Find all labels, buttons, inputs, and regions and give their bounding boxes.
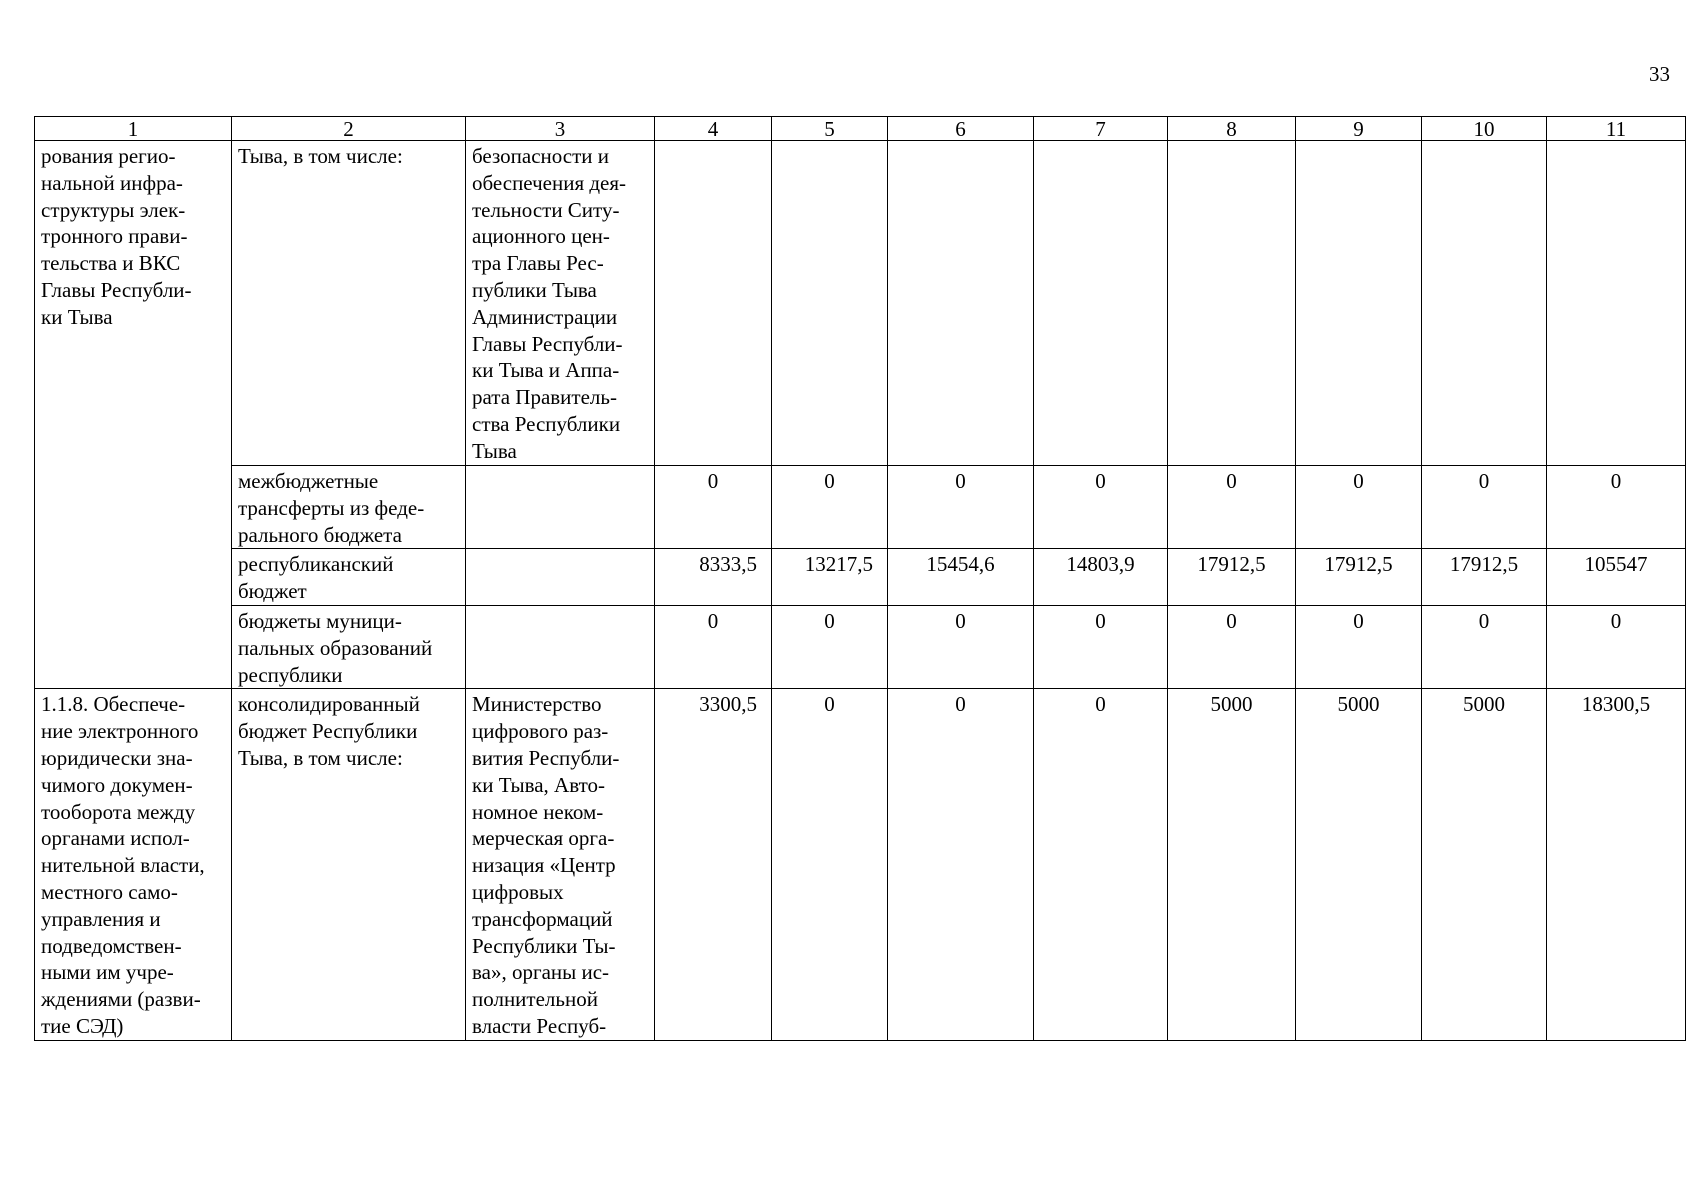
executor-cell <box>466 549 655 606</box>
value-cell: 0 <box>1034 605 1168 688</box>
value-cell <box>655 141 772 466</box>
budget-table <box>34 116 1686 1041</box>
value-cell: 5000 <box>1296 689 1422 1040</box>
value-cell: 0 <box>1296 466 1422 549</box>
value-cell: 0 <box>888 466 1034 549</box>
column-header: 11 <box>1547 117 1686 141</box>
funding-source-cell: межбюджетные трансферты из феде- рального бюджета <box>232 466 466 549</box>
column-header: 4 <box>655 117 772 141</box>
value-cell: 0 <box>1422 605 1547 688</box>
executor-cell <box>466 466 655 549</box>
column-header: 5 <box>772 117 888 141</box>
table-row <box>35 141 1686 466</box>
column-header: 2 <box>232 117 466 141</box>
value-cell: 0 <box>1168 605 1296 688</box>
funding-source-cell: республиканский бюджет <box>232 549 466 606</box>
column-header: 9 <box>1296 117 1422 141</box>
value-cell: 0 <box>1296 605 1422 688</box>
executor-cell <box>466 605 655 688</box>
value-cell: 5000 <box>1422 689 1547 1040</box>
value-cell: 15454,6 <box>888 549 1034 606</box>
value-cell: 0 <box>1034 466 1168 549</box>
value-cell: 0 <box>1168 466 1296 549</box>
activity-name-cell: 1.1.8. Обеспече- ние электронного юридически зна- чимого докумен- тооборота между органами испол- нительной власти, местного само- управления и подведомствен- ными им учре- ждениями (разви- тие СЭД) <box>35 689 232 1040</box>
executor-cell: Министерство цифрового раз- вития Республи- ки Тыва, Авто- номное неком- мерческая орга- низация «Центр цифровых трансформаций Республики Ты- ва», органы ис- полнительной власти Респуб- <box>466 689 655 1040</box>
column-header: 7 <box>1034 117 1168 141</box>
value-cell: 0 <box>772 689 888 1040</box>
value-cell <box>1168 141 1296 466</box>
value-cell: 17912,5 <box>1168 549 1296 606</box>
activity-name-cell: рования регио- нальной инфра- структуры элек- тронного прави- тельства и ВКС Главы Республи- ки Тыва <box>35 141 232 689</box>
table-row <box>35 466 1686 549</box>
value-cell <box>888 141 1034 466</box>
funding-source-cell: консолидированный бюджет Республики Тыва, в том числе: <box>232 689 466 1040</box>
column-header: 1 <box>35 117 232 141</box>
funding-source-cell: Тыва, в том числе: <box>232 141 466 466</box>
column-header: 6 <box>888 117 1034 141</box>
column-header: 3 <box>466 117 655 141</box>
value-cell: 0 <box>772 605 888 688</box>
column-header: 8 <box>1168 117 1296 141</box>
value-cell: 0 <box>772 466 888 549</box>
value-cell: 0 <box>655 605 772 688</box>
value-cell: 0 <box>1547 605 1686 688</box>
value-cell: 5000 <box>1168 689 1296 1040</box>
value-cell: 0 <box>655 466 772 549</box>
value-cell: 0 <box>888 689 1034 1040</box>
page-number: 33 <box>1649 62 1670 86</box>
funding-source-cell: бюджеты муници- пальных образований республики <box>232 605 466 688</box>
table-row <box>35 549 1686 606</box>
value-cell: 0 <box>1547 466 1686 549</box>
value-cell: 105547 <box>1547 549 1686 606</box>
column-header: 10 <box>1422 117 1547 141</box>
value-cell: 8333,5 <box>655 549 772 606</box>
column-number-row <box>35 117 1686 141</box>
value-cell <box>1034 141 1168 466</box>
table-row <box>35 689 1686 1040</box>
value-cell: 0 <box>1422 466 1547 549</box>
value-cell <box>1422 141 1547 466</box>
value-cell <box>772 141 888 466</box>
value-cell <box>1296 141 1422 466</box>
table-row <box>35 605 1686 688</box>
value-cell <box>1547 141 1686 466</box>
value-cell: 17912,5 <box>1296 549 1422 606</box>
value-cell: 0 <box>1034 689 1168 1040</box>
value-cell: 13217,5 <box>772 549 888 606</box>
value-cell: 17912,5 <box>1422 549 1547 606</box>
value-cell: 3300,5 <box>655 689 772 1040</box>
value-cell: 18300,5 <box>1547 689 1686 1040</box>
executor-cell: безопасности и обеспечения дея- тельности Ситу- ационного цен- тра Главы Рес- публики Тыва Администрации Главы Республи- ки Тыва и Аппа- рата Правитель- ства Республики Тыва <box>466 141 655 466</box>
value-cell: 14803,9 <box>1034 549 1168 606</box>
value-cell: 0 <box>888 605 1034 688</box>
